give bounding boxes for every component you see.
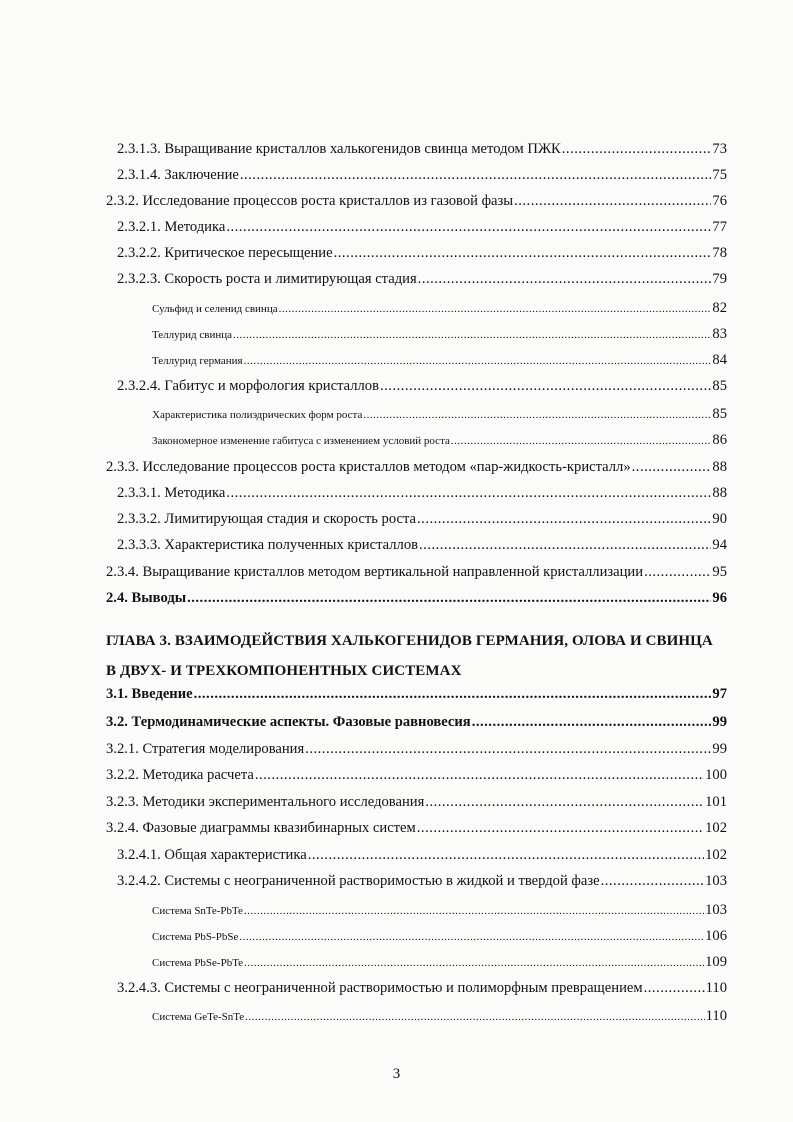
toc-entry[interactable] (117, 378, 727, 395)
toc-entry-page: 83 (712, 326, 727, 342)
toc-entry-page: 110 (705, 980, 727, 996)
toc-entry-label: 2.3.1.4. Заключение (117, 167, 239, 183)
toc-entry-label: 2.3.3.1. Методика (117, 485, 226, 501)
toc-entry[interactable] (106, 741, 727, 758)
toc-entry-page: 90 (712, 511, 727, 527)
toc-entry-label: Теллурид германия (152, 355, 243, 367)
toc-entry-label: 3.2. Термодинамические аспекты. Фазовые равновесия (106, 714, 471, 730)
toc-entry-page: 73 (712, 141, 727, 157)
toc-entry-page: 99 (712, 741, 727, 757)
toc-entry[interactable] (117, 980, 727, 997)
toc-entry-page: 85 (712, 406, 727, 422)
toc-entry-label: 2.3.2.4. Габитус и морфология кристаллов (117, 378, 379, 394)
toc-entry[interactable] (152, 928, 727, 945)
toc-entry[interactable] (152, 954, 727, 971)
toc-entry[interactable] (106, 564, 727, 581)
toc-entry-page: 94 (712, 537, 727, 553)
toc-entry-page: 106 (705, 928, 727, 944)
toc-entry[interactable] (117, 271, 727, 288)
toc-entry-label: 3.2.4. Фазовые диаграммы квазибинарных систем (106, 820, 416, 836)
toc-entry-page: 79 (712, 271, 727, 287)
toc-entry-page: 103 (705, 873, 727, 889)
toc-entry-label: Теллурид свинца (152, 329, 233, 341)
toc-entry[interactable] (117, 873, 727, 890)
toc-entry-page: 77 (712, 219, 727, 235)
toc-entry[interactable] (152, 300, 727, 317)
toc-entry-label: 2.3.4. Выращивание кристаллов методом вертикальной направленной кристаллизации (106, 564, 644, 580)
toc-entry-page: 110 (705, 1008, 727, 1024)
toc-entry-label: 2.4. Выводы (106, 590, 187, 606)
toc-entry-label: 2.3.2.3. Скорость роста и лимитирующая стадия (117, 271, 417, 287)
toc-entry-page: 88 (712, 485, 727, 501)
toc-entry[interactable] (106, 590, 727, 607)
toc-entry-page: 103 (705, 902, 727, 918)
toc-entry-page: 78 (712, 245, 727, 261)
toc-entry-page: 109 (705, 954, 727, 970)
toc-entry[interactable] (117, 847, 727, 864)
page-number: 3 (392, 1066, 401, 1082)
toc-entry[interactable] (106, 794, 727, 811)
toc-entry-label: 3.1. Введение (106, 686, 193, 702)
toc-entry-page: 76 (712, 193, 727, 209)
toc-entry-page: 99 (712, 714, 727, 730)
toc-entry[interactable] (117, 485, 727, 502)
toc-entry-page: 86 (712, 432, 727, 448)
toc-entry[interactable] (117, 141, 727, 158)
toc-entry-label: 3.2.4.2. Системы с неограниченной растворимостью в жидкой и твердой фазе (117, 873, 600, 889)
toc-entry-page: 96 (712, 590, 727, 606)
toc-entry-label: Система PbSe-PbTe (152, 957, 244, 969)
toc-entry-page: 102 (705, 847, 727, 863)
toc-entry-label: Характеристика полиэдрических форм роста (152, 409, 363, 421)
toc-entry[interactable] (117, 511, 727, 528)
toc-entry-label: 3.2.4.3. Системы с неограниченной растворимостью и полиморфным превращением (117, 980, 643, 996)
toc-entry-label: Сульфид и селенид свинца (152, 303, 278, 315)
toc-entry-page: 97 (712, 686, 727, 702)
toc-entry[interactable] (152, 406, 727, 423)
toc-entry-label: 3.2.2. Методика расчета (106, 767, 254, 783)
toc-entry-label: 2.3.2. Исследование процессов роста кристаллов из газовой фазы (106, 193, 514, 209)
toc-entry-label: Закономерное изменение габитуса с изменением условий роста (152, 435, 450, 447)
toc-entry-label: Система GeTe-SnTe (152, 1011, 245, 1023)
toc-entry-label: 2.3.3. Исследование процессов роста кристаллов методом «пар-жидкость-кристалл» (106, 459, 631, 475)
toc-entry[interactable] (117, 167, 727, 184)
toc-entry[interactable] (117, 537, 727, 554)
toc-entry-page: 85 (712, 378, 727, 394)
toc-entry-page: 101 (705, 794, 727, 810)
toc-entry-page: 100 (705, 767, 727, 783)
toc-entry[interactable] (106, 193, 727, 210)
toc-entry-page: 82 (712, 300, 727, 316)
toc-entry[interactable] (106, 714, 727, 731)
toc-entry[interactable] (152, 352, 727, 369)
toc-entry[interactable] (152, 902, 727, 919)
toc-entry-label: 3.2.3. Методики экспериментального исследования (106, 794, 425, 810)
toc-entry-label: Система SnTe-PbTe (152, 905, 243, 917)
toc-entry-label: 3.2.1. Стратегия моделирования (106, 741, 305, 757)
chapter-heading (106, 626, 726, 686)
toc-entry[interactable] (152, 326, 727, 343)
toc-entry[interactable] (152, 1008, 727, 1025)
toc-entry[interactable] (106, 459, 727, 476)
toc-entry-page: 102 (705, 820, 727, 836)
toc-entry-label: Система PbS-PbSe (152, 931, 239, 943)
toc-entry-page: 95 (712, 564, 727, 580)
chapter-heading-line: ГЛАВА 3. ВЗАИМОДЕЙСТВИЯ ХАЛЬКОГЕНИДОВ ГЕРМАНИЯ, ОЛОВА И СВИНЦА (106, 633, 713, 649)
toc-entry-label: 2.3.3.2. Лимитирующая стадия и скорость роста (117, 511, 417, 527)
toc-entry-page: 84 (712, 352, 727, 368)
toc-entry-label: 2.3.2.2. Критическое пересыщение (117, 245, 333, 261)
toc-entry-label: 2.3.3.3. Характеристика полученных кристаллов (117, 537, 419, 553)
toc-entry-page: 88 (712, 459, 727, 475)
toc-entry-label: 2.3.1.3. Выращивание кристаллов халькогенидов свинца методом ПЖК (117, 141, 561, 157)
toc-entry-label: 2.3.2.1. Методика (117, 219, 226, 235)
chapter-heading-line: В ДВУХ- И ТРЕХКОМПОНЕНТНЫХ СИСТЕМАХ (106, 663, 462, 679)
toc-entry[interactable] (117, 245, 727, 262)
toc-entry[interactable] (106, 686, 727, 703)
toc-entry[interactable] (117, 219, 727, 236)
toc-entry[interactable] (152, 432, 727, 449)
toc-entry-page: 75 (712, 167, 727, 183)
toc-entry[interactable] (106, 767, 727, 784)
toc-entry[interactable] (106, 820, 727, 837)
toc-entry-label: 3.2.4.1. Общая характеристика (117, 847, 307, 863)
